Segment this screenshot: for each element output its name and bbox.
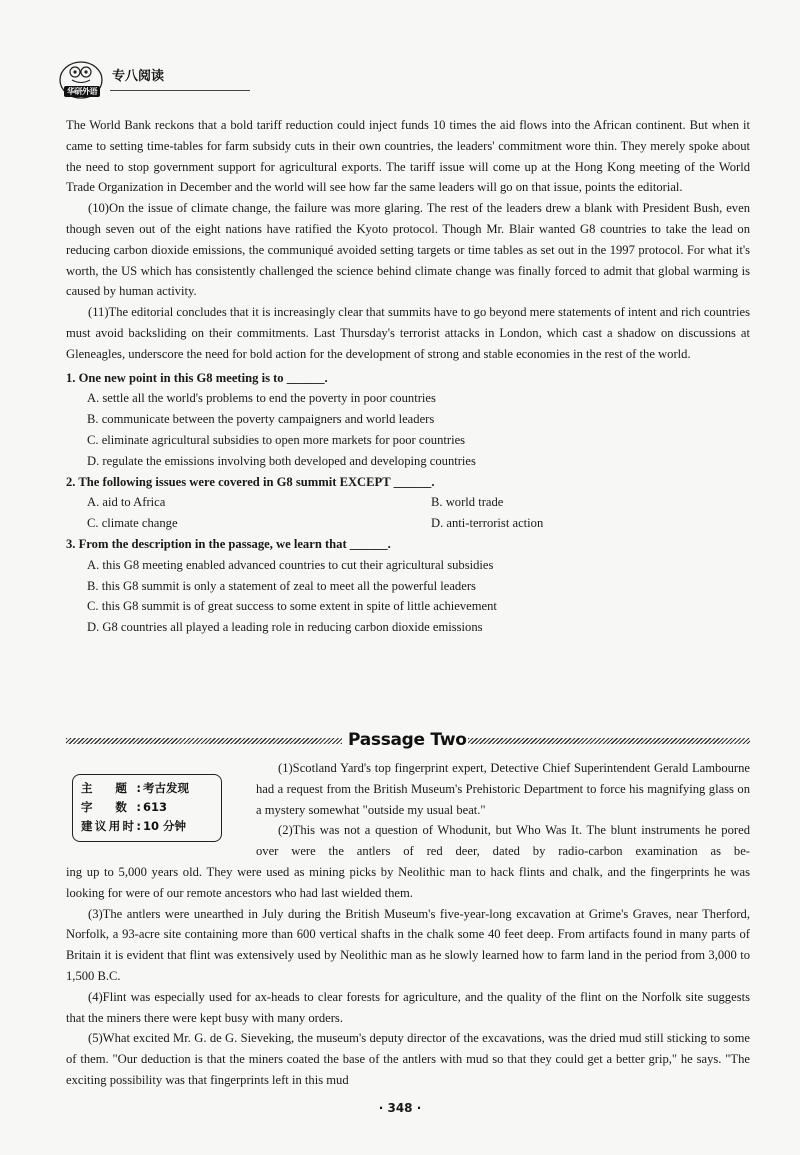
option-c: C. eliminate agricultural subsidies to open more markets for poor countries <box>87 432 466 447</box>
option-b: B. world trade <box>431 495 504 510</box>
question-stem: 2. The following issues were covered in G8 summit EXCEPT ______. <box>66 474 435 489</box>
question-1 <box>66 368 750 472</box>
paragraph-4: (4)Flint was especially used for ax-heads to clear forests for agriculture, and the quality of the flint on the Norfolk site suggests that the miners there were kept busy with many orders. <box>66 989 750 1025</box>
banner-hatch-left <box>66 738 342 744</box>
question-stem: 1. One new point in this G8 meeting is to ______. <box>66 370 328 385</box>
passage-two-banner <box>66 730 750 752</box>
paragraph-1: (1)Scotland Yard's top fingerprint expert, Detective Chief Superintendent Gerald Lambourne had a request from the British Museum's Prehistoric Department to force his magnifying glass on a mystery somewhat "outside my usual beat." <box>256 761 750 817</box>
publisher-logo <box>58 60 104 100</box>
option-c: C. climate change <box>87 516 178 531</box>
passage-one-text <box>66 115 750 638</box>
info-label: 主 题: <box>81 781 141 795</box>
option-d: D. regulate the emissions involving both developed and developing countries <box>87 453 476 468</box>
option-b: B. communicate between the poverty campaigners and world leaders <box>87 412 435 427</box>
option-b: B. this G8 summit is only a statement of zeal to meet all the powerful leaders <box>87 578 476 593</box>
option-row <box>66 513 750 534</box>
option-a: A. this G8 meeting enabled advanced countries to cut their agricultural subsidies <box>87 557 494 572</box>
option-c: C. this G8 summit is of great success to some extent in spite of little achievement <box>87 599 497 614</box>
logo-text: 华研外语 <box>64 86 100 97</box>
option-d: D. G8 countries all played a leading role in reducing carbon dioxide emissions <box>87 620 483 635</box>
option-row <box>66 492 750 513</box>
info-topic <box>81 779 221 798</box>
banner-hatch-right <box>468 738 750 744</box>
passage-two-text <box>66 862 750 1091</box>
paragraph-2-start: (2)This was not a question of Whodunit, but Who Was It. The blunt instruments he pored over were the antlers of red deer, dated by radio-carbon examination as be- <box>256 823 750 859</box>
paragraph-3: (3)The antlers were unearthed in July during the British Museum's five-year-long excavation at Grime's Graves, near Therford, Norfolk, a 93-acre site containing more than 600 vertical shafts in the chalk some 40 feet deep. From artifacts found in many parts of Britain it is evident that flint was extensively used by Neolithic man as he slowly learned how to farm land in the period from 3,000 to 1,500 B.C. <box>66 906 750 983</box>
passage-two-intro <box>256 758 750 862</box>
paragraph-2-end: ing up to 5,000 years old. They were used as mining picks by Neolithic man to hack flints and chalk, and the fingerprints he was looking for were of our remote ancestors who had last wielded them. <box>66 865 750 900</box>
paragraph-5: (5)What excited Mr. G. de G. Sieveking, the museum's deputy director of the excavations, was the dried mud still sticking to some of them. "Our deduction is that the miners coated the base of the antlers with mud so that they could get a better grip," he says. "The exciting possibility was that fingerprints left in this mud <box>66 1031 750 1087</box>
info-word-count <box>81 798 221 817</box>
page-header <box>58 60 258 100</box>
info-value: 考古发现 <box>143 781 189 795</box>
paragraph-11: (11)The editorial concludes that it is increasingly clear that summits have to go beyond mere statements of intent and rich countries must avoid backsliding on their commitments. Last Thursday's terrorist attacks in London, which cast a shadow on discussions at Gleneagles, underscore the need for bold action for the development of strong and stable economies in the rest of the world. <box>66 305 750 361</box>
info-label: 字 数: <box>81 800 141 814</box>
section-tag: 专八阅读 <box>112 69 165 84</box>
passage-info-box <box>72 774 222 842</box>
info-time <box>81 817 221 836</box>
header-rule <box>110 90 250 91</box>
option-a: A. aid to Africa <box>87 495 166 510</box>
info-value: 613 <box>143 800 168 814</box>
paragraph-continued: The World Bank reckons that a bold tariff reduction could inject funds 10 times the aid flows into the African continent. But when it came to setting time-tables for farm subsidy cuts in their own countries, the leaders' commitment wore thin. They merely spoke about the need to stop government support for agricultural exports. The tariff issue will come up at the Hong Kong meeting of the World Trade Organization in December and the world will see how far the same leaders will go on that issue, points the editorial. <box>66 118 750 195</box>
option-a: A. settle all the world's problems to end the poverty in poor countries <box>87 391 436 406</box>
question-stem: 3. From the description in the passage, we learn that ______. <box>66 536 391 551</box>
question-2 <box>66 472 750 534</box>
question-3 <box>66 534 750 638</box>
info-value: 10 分钟 <box>143 819 187 833</box>
page-number: · 348 · <box>378 1101 422 1115</box>
paragraph-10: (10)On the issue of climate change, the failure was more glaring. The rest of the leaders drew a blank with President Bush, even though seven out of the eight nations have ratified the Kyoto protocol. Though Mr. Blair wanted G8 countries to take the lead on reducing carbon dioxide emissions, the communiqué avoided setting targets or time tables as set out in the 1997 protocol. For what it's worth, the US which has consistently challenged the science behind climate change was finally forced to admit that global warming is caused by human activity. <box>66 201 750 299</box>
passage-two-title: Passage Two <box>348 730 467 750</box>
info-label: 建议用时: <box>81 819 141 833</box>
option-d: D. anti-terrorist action <box>431 516 544 531</box>
